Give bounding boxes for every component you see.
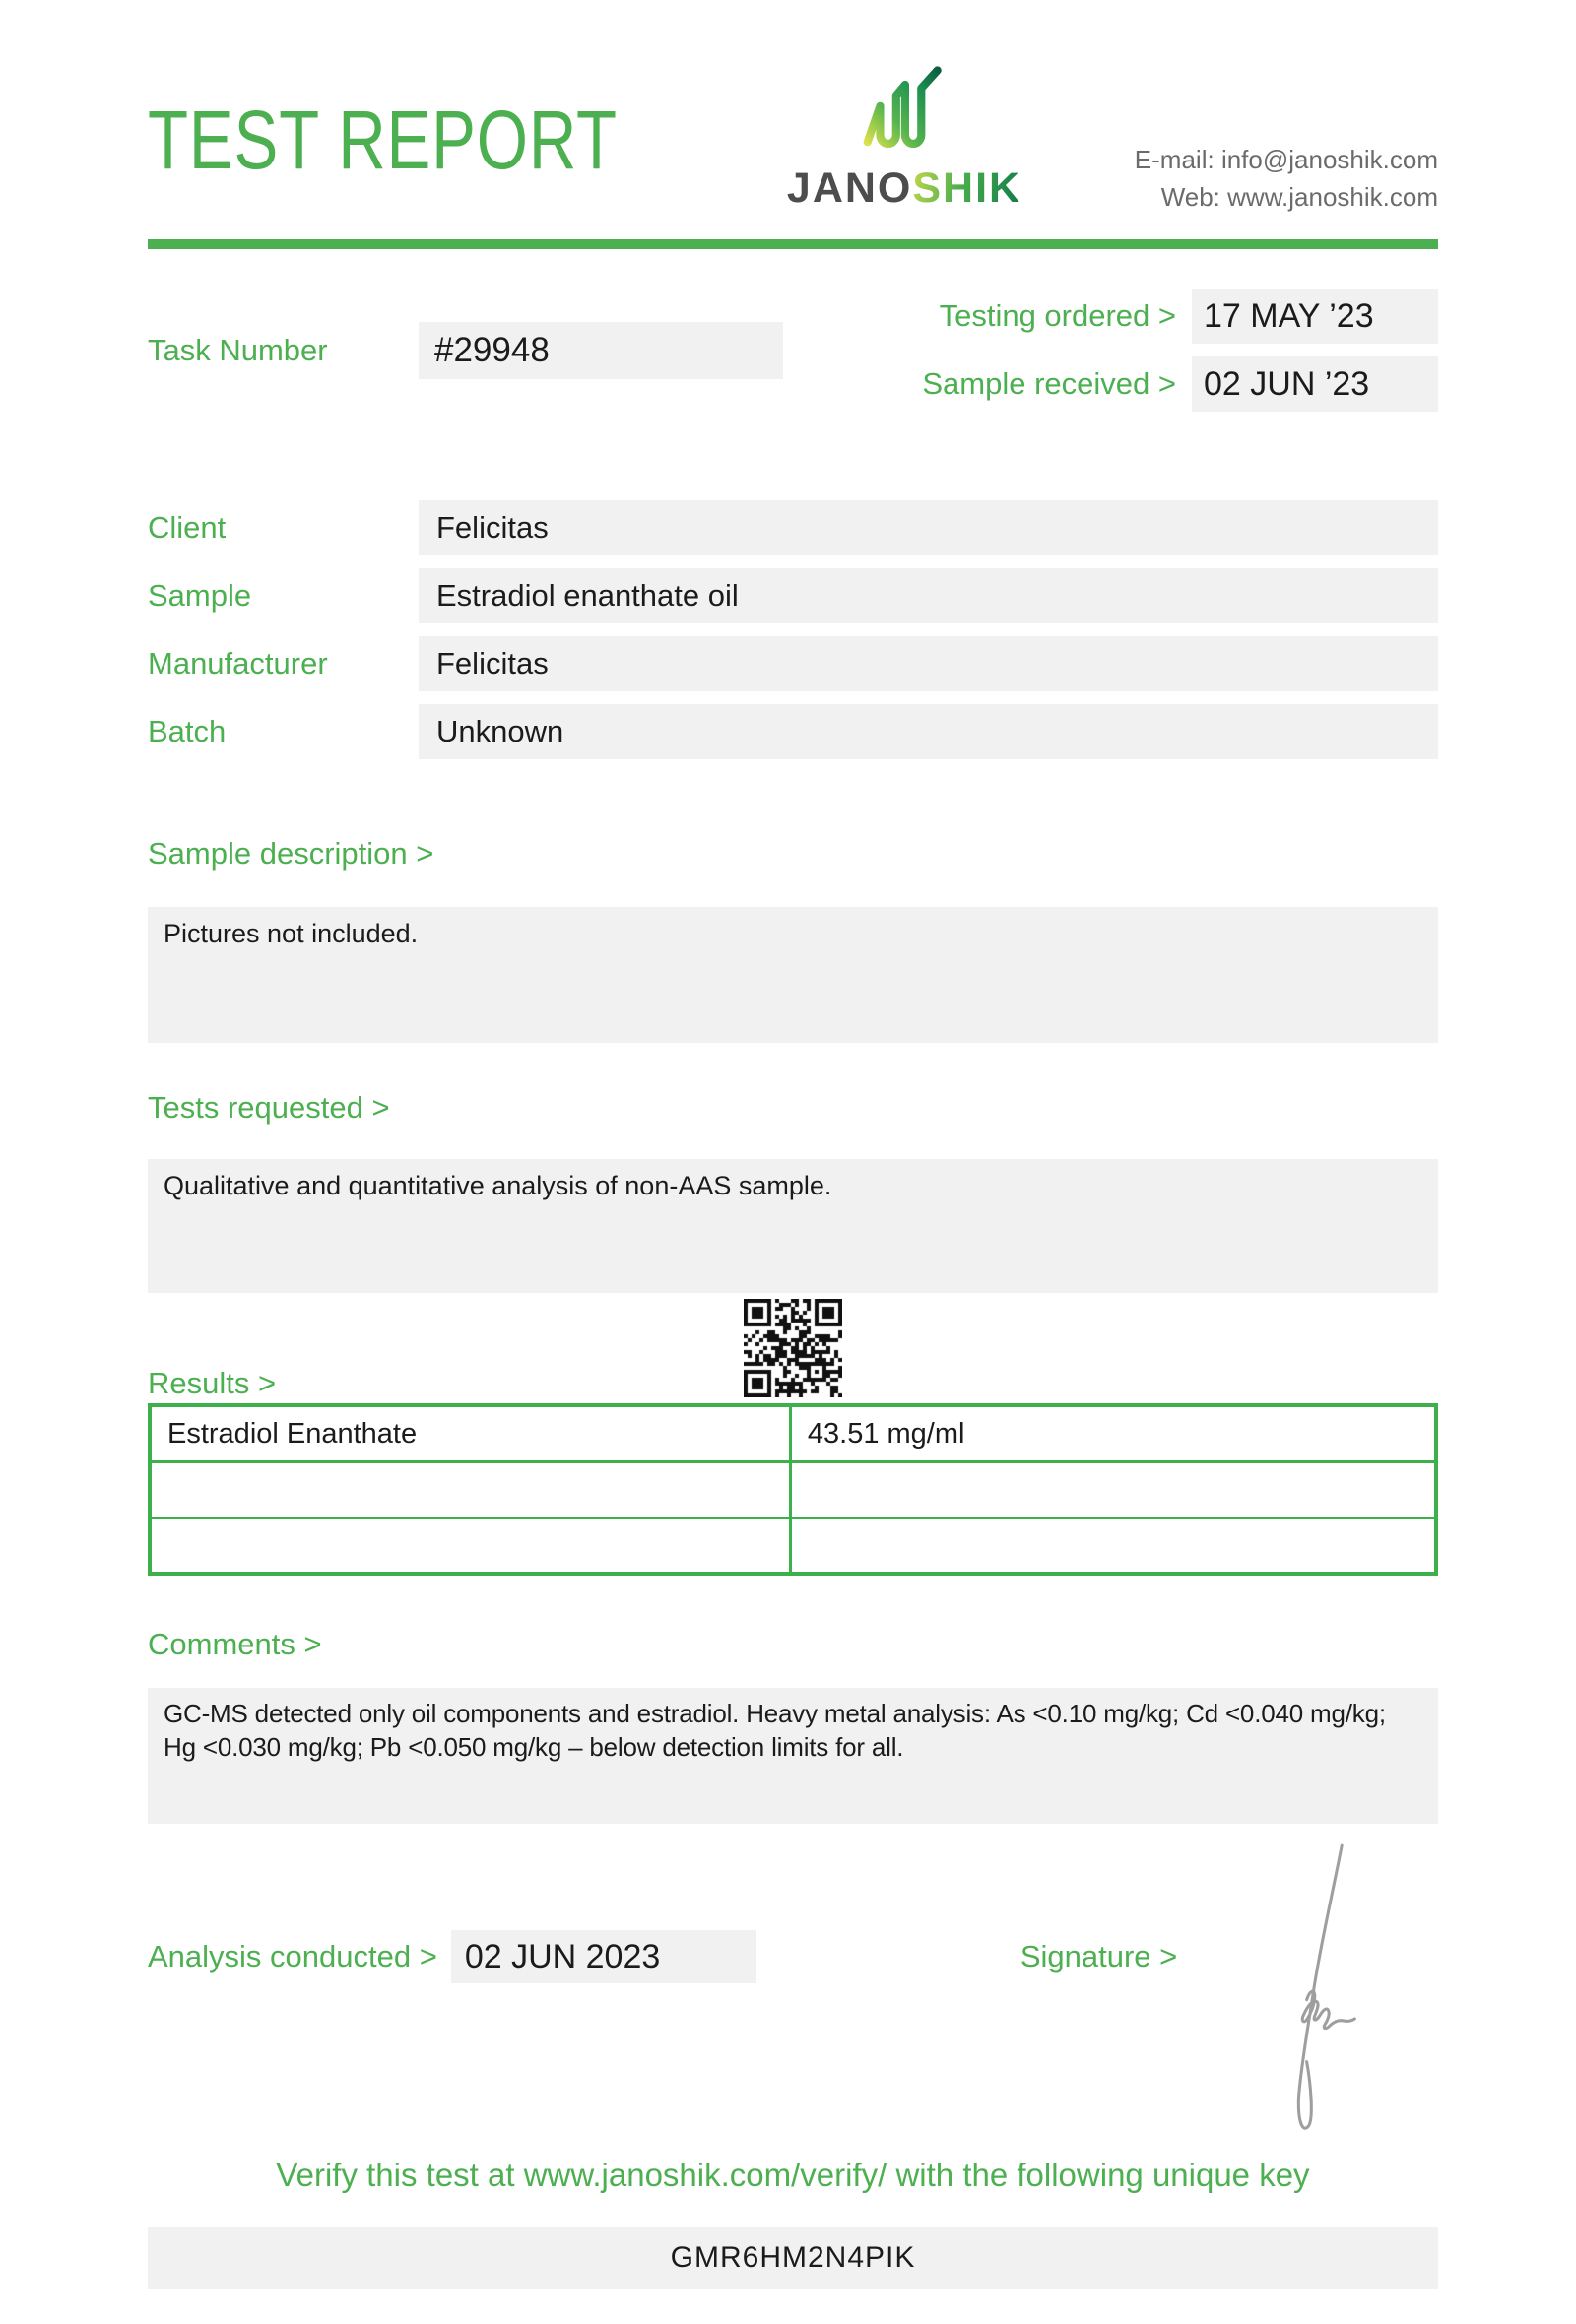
client-value: Felicitas — [419, 500, 1438, 555]
header-divider — [148, 239, 1438, 249]
verify-instruction: Verify this test at www.janoshik.com/verify/ with the following unique key — [276, 2157, 1310, 2194]
contact-email-line — [1074, 142, 1438, 179]
testing-ordered-label: Testing ordered > — [939, 298, 1176, 334]
result-value-cell — [790, 1517, 1436, 1574]
signature-image — [1273, 1840, 1387, 2145]
report-header — [148, 57, 1438, 216]
batch-label: Batch — [148, 714, 227, 749]
results-zone — [148, 1293, 1438, 1403]
analysis-date-value: 02 JUN 2023 — [451, 1930, 756, 1983]
table-row — [150, 1461, 1436, 1517]
sample-row — [148, 568, 1438, 623]
trending-chart-icon — [846, 65, 962, 163]
signature-label: Signature > — [1019, 1939, 1178, 1974]
analysis-row — [148, 1930, 1438, 1983]
task-number-label: Task Number — [148, 332, 328, 367]
web-label: Web: — [1160, 181, 1220, 212]
manufacturer-label: Manufacturer — [148, 646, 328, 681]
verify-key: GMR6HM2N4PIK — [148, 2227, 1438, 2289]
task-section — [148, 289, 1438, 412]
comments-heading: Comments > — [148, 1627, 322, 1662]
task-number-value: #29948 — [419, 322, 783, 379]
task-number-row — [148, 289, 783, 412]
table-row — [150, 1405, 1436, 1461]
qr-code — [744, 1299, 842, 1397]
sample-received-label: Sample received > — [922, 366, 1176, 402]
sample-received-value: 02 JUN ’23 — [1192, 356, 1438, 412]
sample-info-section — [148, 500, 1438, 759]
sample-value: Estradiol enanthate oil — [419, 568, 1438, 623]
web-value: www.janoshik.com — [1227, 181, 1438, 212]
email-value: info@janoshik.com — [1220, 145, 1438, 174]
brand-wordmark — [786, 164, 1022, 212]
tests-requested-heading: Tests requested > — [148, 1090, 390, 1126]
result-analyte-cell — [150, 1461, 790, 1517]
result-analyte-cell — [150, 1517, 790, 1574]
sample-description-text: Pictures not included. — [148, 907, 1438, 1043]
table-row — [150, 1517, 1436, 1574]
client-row — [148, 500, 1438, 555]
results-table — [148, 1403, 1438, 1576]
client-label: Client — [148, 510, 227, 546]
tests-requested-text: Qualitative and quantitative analysis of non-AAS sample. — [148, 1159, 1438, 1293]
manufacturer-value: Felicitas — [419, 636, 1438, 691]
results-heading: Results > — [148, 1366, 277, 1401]
brand-logo — [735, 65, 1074, 210]
testing-ordered-value: 17 MAY ’23 — [1192, 289, 1438, 344]
comments-text: GC-MS detected only oil components and estradiol. Heavy metal analysis: As <0.10 mg/kg; Cd <0.040 mg/kg; Hg <0.030 mg/kg; Pb <0.050 mg/kg – below detection limits for all. — [148, 1688, 1438, 1824]
contact-web-line — [1074, 179, 1438, 217]
testing-ordered-row — [922, 289, 1438, 344]
brand-name-left: JANO — [786, 164, 913, 212]
dates-block — [922, 289, 1438, 412]
sample-description-heading: Sample description > — [148, 836, 434, 872]
result-value-cell: 43.51 mg/ml — [790, 1405, 1436, 1461]
sample-received-row — [922, 356, 1438, 412]
batch-value: Unknown — [419, 704, 1438, 759]
brand-name-right: SHIK — [912, 164, 1022, 212]
manufacturer-row — [148, 636, 1438, 691]
contact-block — [1074, 142, 1438, 216]
analysis-conducted-label: Analysis conducted > — [148, 1939, 437, 1974]
sample-label: Sample — [148, 578, 252, 613]
result-value-cell — [790, 1461, 1436, 1517]
batch-row — [148, 704, 1438, 759]
page-title: TEST REPORT — [148, 94, 618, 186]
result-analyte-cell: Estradiol Enanthate — [150, 1405, 790, 1461]
email-label: E-mail: — [1134, 145, 1215, 174]
